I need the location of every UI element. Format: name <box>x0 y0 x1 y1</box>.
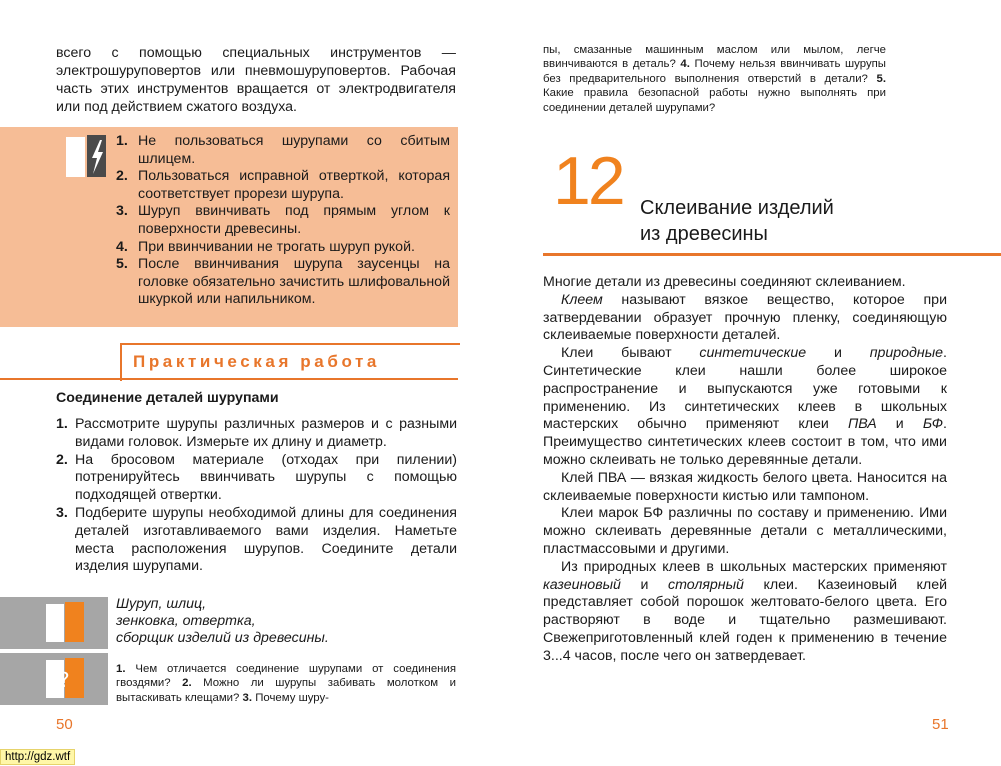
term-emphasis: Клеем <box>561 291 603 308</box>
chapter-divider <box>543 253 1001 256</box>
question-number: 4. <box>680 58 690 71</box>
task-item <box>56 505 457 576</box>
term-emphasis: ПВА <box>847 416 877 433</box>
book-lightning-icon <box>64 133 110 183</box>
body-paragraph <box>543 559 947 666</box>
question-text: Почему нельзя ввинчивать шурупы без предварительного выполнения отверстий в детали? <box>543 58 886 85</box>
safety-rule-number: 2. <box>116 168 128 185</box>
body-text: и <box>876 416 923 433</box>
safety-rule-text: Не пользоваться шурупами со сбитым шлицем. <box>138 133 450 167</box>
safety-rule <box>116 168 450 203</box>
chapter-title <box>640 195 834 247</box>
body-text: Клеи марок БФ различны по составу и применению. Ими можно склеивать деревянные детали с металлическими, пластмассовыми и другими. <box>543 505 947 557</box>
key-terms <box>116 596 329 648</box>
question-text: Почему шуру- <box>255 691 329 704</box>
task-item-text: Подберите шурупы необходимой длины для соединения деталей изготавливаемого вами изделия. Наметьте места расположения шурупов. Соедините детали изделия шурупами. <box>75 504 457 575</box>
chapter-title-line: из древесины <box>640 223 768 245</box>
chapter-number: 12 <box>553 143 623 219</box>
question-number: 5. <box>876 72 887 85</box>
safety-rule <box>116 239 450 257</box>
body-paragraph <box>543 470 947 506</box>
body-paragraph <box>543 345 947 470</box>
terms-icon-panel <box>0 597 108 649</box>
watermark-link[interactable]: http://gdz.wtf <box>0 749 75 765</box>
question-number: 1. <box>116 663 126 675</box>
task-item-number: 3. <box>56 504 68 521</box>
intro-paragraph: всего с помощью специальных инструментов — электрошуруповертов или пневмошуруповертов. Рабочая часть этих инструментов вращается от электродвигателя или под действием сжатого воздуха. <box>56 45 456 115</box>
chapter-title-line: Склеивание изделий <box>640 197 834 219</box>
body-paragraph <box>543 274 947 292</box>
questions-icon-panel <box>0 653 108 705</box>
body-text: Многие детали из древесины соединяют склеиванием. <box>543 274 906 290</box>
question-number: 2. <box>182 677 192 690</box>
body-paragraph <box>543 292 947 345</box>
key-term-line: Шуруп, шлиц, <box>116 596 207 612</box>
safety-rule-number: 1. <box>116 133 128 149</box>
question-text: Можно ли шурупы забивать молотком и вытаскивать клещами? <box>116 677 456 704</box>
term-emphasis: природные <box>869 345 944 362</box>
task-item-number: 1. <box>56 416 68 432</box>
question-text: Какие правила безопасной работы нужно выполнять при соединении деталей шурупами? <box>543 87 886 114</box>
key-term-line: сборщик изделий из древесины. <box>116 630 329 647</box>
task-item-text: Рассмотрите шурупы различных размеров и с разными видами головок. Измерьте их длину и диаметр. <box>75 416 457 450</box>
book-question-icon <box>44 657 86 701</box>
safety-rule-number: 3. <box>116 203 128 220</box>
body-text: Из природных клеев в школьных мастерских применяют <box>561 558 947 575</box>
svg-text:*: * <box>52 613 61 634</box>
safety-rule-number: 4. <box>116 238 128 255</box>
page-number-right: 51 <box>932 716 949 733</box>
body-text: и <box>620 576 668 593</box>
body-text: Клей ПВА — вязкая жидкость белого цвета. Наносится на склеиваемые поверхности кистью или тампоном. <box>543 469 947 504</box>
body-text: называют вязкое вещество, которое при затвердевании образует прочную пленку, соединяющую склеиваемые поверхности деталей. <box>543 291 947 344</box>
review-questions-continued <box>543 43 886 115</box>
task-item <box>56 452 457 505</box>
safety-rule-text: После ввинчивания шурупа заусенцы на головке обязательно зачистить шлифовальной шкуркой или напильником. <box>138 256 450 308</box>
task-item-number: 2. <box>56 451 68 468</box>
task-item <box>56 416 457 452</box>
safety-rule-text: Пользоваться исправной отверткой, которая соответствует прорези шурупа. <box>138 168 450 202</box>
safety-rule <box>116 256 450 309</box>
task-item-text: На бросовом материале (отходах при пилении) потренируйтесь ввинчивать шурупы с помощью подходящей отвертки. <box>75 451 457 504</box>
safety-rule-text: При ввинчивании не трогать шуруп рукой. <box>138 238 415 255</box>
safety-rule-number: 5. <box>116 256 128 273</box>
task-title: Соединение деталей шурупами <box>56 390 279 406</box>
term-emphasis: казеиновый <box>543 576 621 593</box>
body-text: . Преимущество синтетических клеев состоит в том, что ими можно склеивать не только деревянные детали. <box>543 416 947 468</box>
safety-rule <box>116 203 450 238</box>
safety-rule <box>116 133 450 168</box>
body-text: Клеи бывают <box>561 345 700 362</box>
body-text: и <box>806 345 870 362</box>
body-text: . Синтетические клеи нашли более широкое распространение и выпускаются уже готовыми к применению. Из синтетических клеев в школьных мастерских обычно применяют клеи <box>543 345 947 433</box>
practical-work-divider <box>0 378 458 380</box>
body-paragraph <box>543 505 947 558</box>
task-list <box>56 416 457 576</box>
safety-rules-list <box>116 133 450 309</box>
question-text: пы, смазанные машинным маслом или мылом, легче ввинчиваются в деталь? <box>543 44 886 71</box>
term-emphasis: синтетические <box>699 345 807 362</box>
question-number: 3. <box>242 691 253 704</box>
chapter-body <box>543 274 947 666</box>
question-text: Чем отличается соединение шурупами от соединения гвоздями? <box>116 663 456 690</box>
body-text: клеи. Казеиновый клей представляет собой порошок желтовато-белого цвета. Его растворяют в воде и тщательно размешивают. Свежеприготовленный клей годен к применению в течение 3...4 часов, после чего он затвердевает. <box>543 576 948 664</box>
review-questions <box>116 662 456 705</box>
key-term-line: зенковка, отвертка, <box>116 613 256 630</box>
term-emphasis: столярный <box>667 576 744 593</box>
page-number-left: 50 <box>56 716 73 733</box>
term-emphasis: БФ <box>922 416 944 433</box>
svg-text:?: ? <box>59 668 70 692</box>
practical-work-title: Практическая работа <box>133 352 380 371</box>
safety-rule-text: Шуруп ввинчивать под прямым углом к поверхности древесины. <box>138 203 450 237</box>
book-asterisk-icon <box>44 601 86 645</box>
